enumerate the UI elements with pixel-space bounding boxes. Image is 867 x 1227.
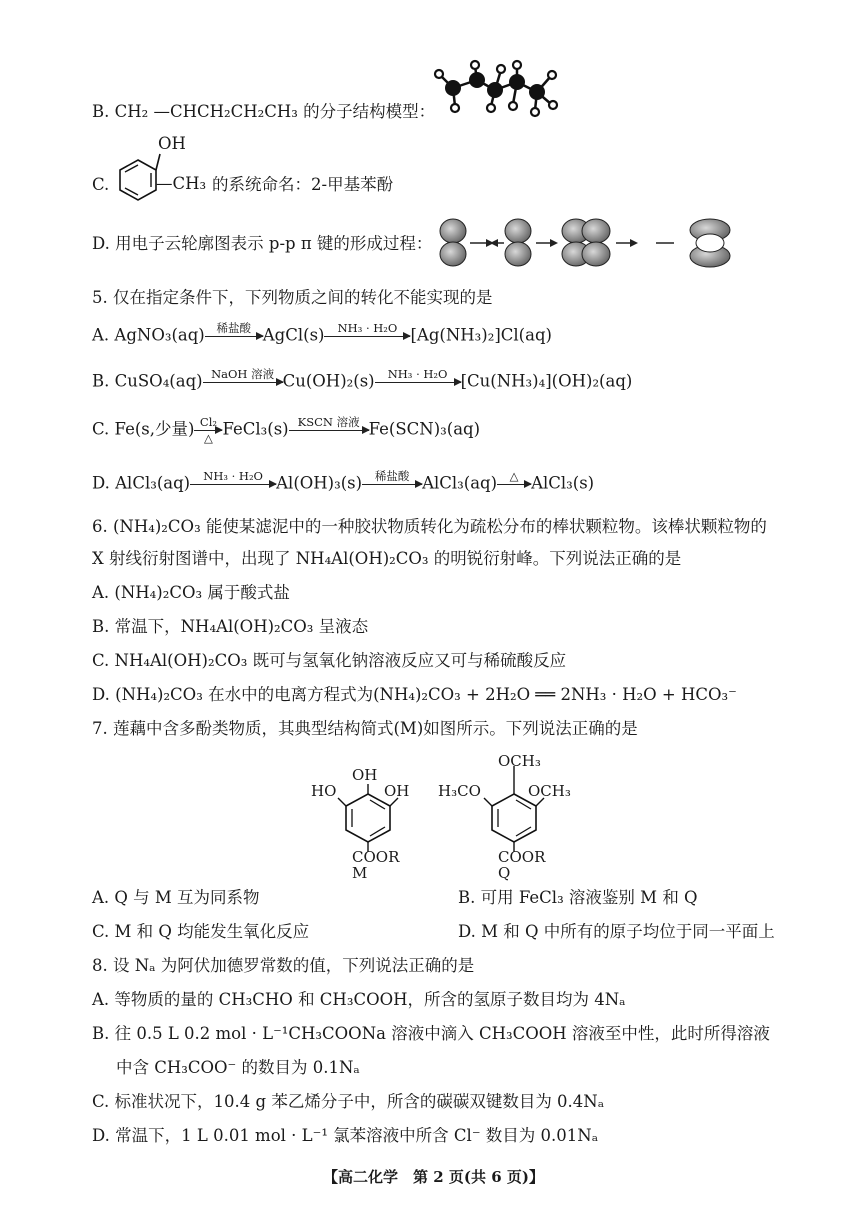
- q7-stem: 7. 莲藕中含多酚类物质，其典型结构简式(M)如图所示。下列说法正确的是: [92, 719, 638, 738]
- q4-c-name: 的系统命名：2-甲基苯酚: [212, 175, 394, 194]
- m-label: M: [352, 864, 368, 882]
- q8-stem: 8. 设 Nₐ 为阿伏加德罗常数的值，下列说法正确的是: [92, 956, 475, 975]
- q-och3-top: OCH₃: [498, 752, 541, 770]
- q8-option-c: C. 标准状况下，10.4 g 苯乙烯分子中，所含的碳碳双键数目为 0.4Nₐ: [92, 1092, 605, 1111]
- q8-option-b-line1: B. 往 0.5 L 0.2 mol · L⁻¹CH₃COONa 溶液中滴入 CH₃COOH 溶液至中性，此时所得溶液: [92, 1024, 770, 1043]
- p-orbital-diagram: [438, 216, 738, 268]
- q8-option-a: A. 等物质的量的 CH₃CHO 和 CH₃COOH，所含的氢原子数目均为 4Nₐ: [92, 990, 626, 1009]
- q7-option-d: D. M 和 Q 中所有的原子均位于同一平面上: [458, 922, 775, 941]
- q7-option-a: A. Q 与 M 互为同系物: [92, 888, 260, 907]
- q4-c-oh: OH: [158, 134, 186, 153]
- q8-option-d: D. 常温下，1 L 0.01 mol · L⁻¹ 氯苯溶液中所含 Cl⁻ 数目为 0.01Nₐ: [92, 1126, 599, 1145]
- q4-c-ch3: —CH₃: [156, 174, 207, 193]
- q-och3-right: OCH₃: [528, 782, 571, 800]
- q5-option-c: C. Fe(s,少量) Cl₂ △ FeCl₃(s) KSCN 溶液 Fe(SCN)₃(aq): [92, 415, 481, 445]
- m-ho-left: HO: [311, 782, 337, 800]
- molecule-model-image: [425, 60, 565, 120]
- q7-option-c: C. M 和 Q 均能发生氧化反应: [92, 922, 310, 941]
- q-coor: COOR: [498, 848, 546, 866]
- q8-option-b-line2: 中含 CH₃COO⁻ 的数目为 0.1Nₐ: [116, 1058, 360, 1077]
- q5-option-b: B. CuSO₄(aq) NaOH 溶液 Cu(OH)₂(s) NH₃ · H₂O [Cu(NH₃)₄](OH)₂(aq): [92, 367, 633, 391]
- q6-stem-line2: X 射线衍射图谱中，出现了 NH₄Al(OH)₂CO₃ 的明锐衍射峰。下列说法正确的是: [92, 549, 682, 568]
- q6-option-b: B. 常温下，NH₄Al(OH)₂CO₃ 呈液态: [92, 617, 369, 636]
- m-coor: COOR: [352, 848, 400, 866]
- page-footer: 【高二化学 第 2 页(共 6 页)】: [323, 1168, 544, 1186]
- q5-option-a: A. AgNO₃(aq) 稀盐酸 AgCl(s) NH₃ · H₂O [Ag(NH₃)₂]Cl(aq): [92, 321, 552, 345]
- q6-stem-line1: 6. (NH₄)₂CO₃ 能使某滤泥中的一种胶状物质转化为疏松分布的棒状颗粒物。该棒状颗粒物的: [92, 517, 767, 536]
- q6-option-c: C. NH₄Al(OH)₂CO₃ 既可与氢氧化钠溶液反应又可与稀硫酸反应: [92, 651, 567, 670]
- q-label: Q: [498, 864, 511, 882]
- q-h3co-left: H₃CO: [438, 782, 481, 800]
- q6-option-a: A. (NH₄)₂CO₃ 属于酸式盐: [92, 583, 290, 602]
- m-oh-top: OH: [352, 766, 378, 784]
- q4-option-c-label: C.: [92, 175, 110, 194]
- q4-option-d: D. 用电子云轮廓图表示 p-p π 键的形成过程：: [92, 234, 433, 253]
- q5-stem: 5. 仅在指定条件下，下列物质之间的转化不能实现的是: [92, 288, 493, 307]
- q5-option-d: D. AlCl₃(aq) NH₃ · H₂O Al(OH)₃(s) 稀盐酸 AlCl₃(aq) △ AlCl₃(s): [92, 469, 595, 493]
- m-oh-right: OH: [384, 782, 410, 800]
- q7-option-b: B. 可用 FeCl₃ 溶液鉴别 M 和 Q: [458, 888, 698, 907]
- q6-option-d: D. (NH₄)₂CO₃ 在水中的电离方程式为(NH₄)₂CO₃ + 2H₂O ══ 2NH₃ · H₂O + HCO₃⁻: [92, 685, 737, 704]
- q4-option-b: B. CH₂ —CHCH₂CH₂CH₃ 的分子结构模型：: [92, 102, 436, 121]
